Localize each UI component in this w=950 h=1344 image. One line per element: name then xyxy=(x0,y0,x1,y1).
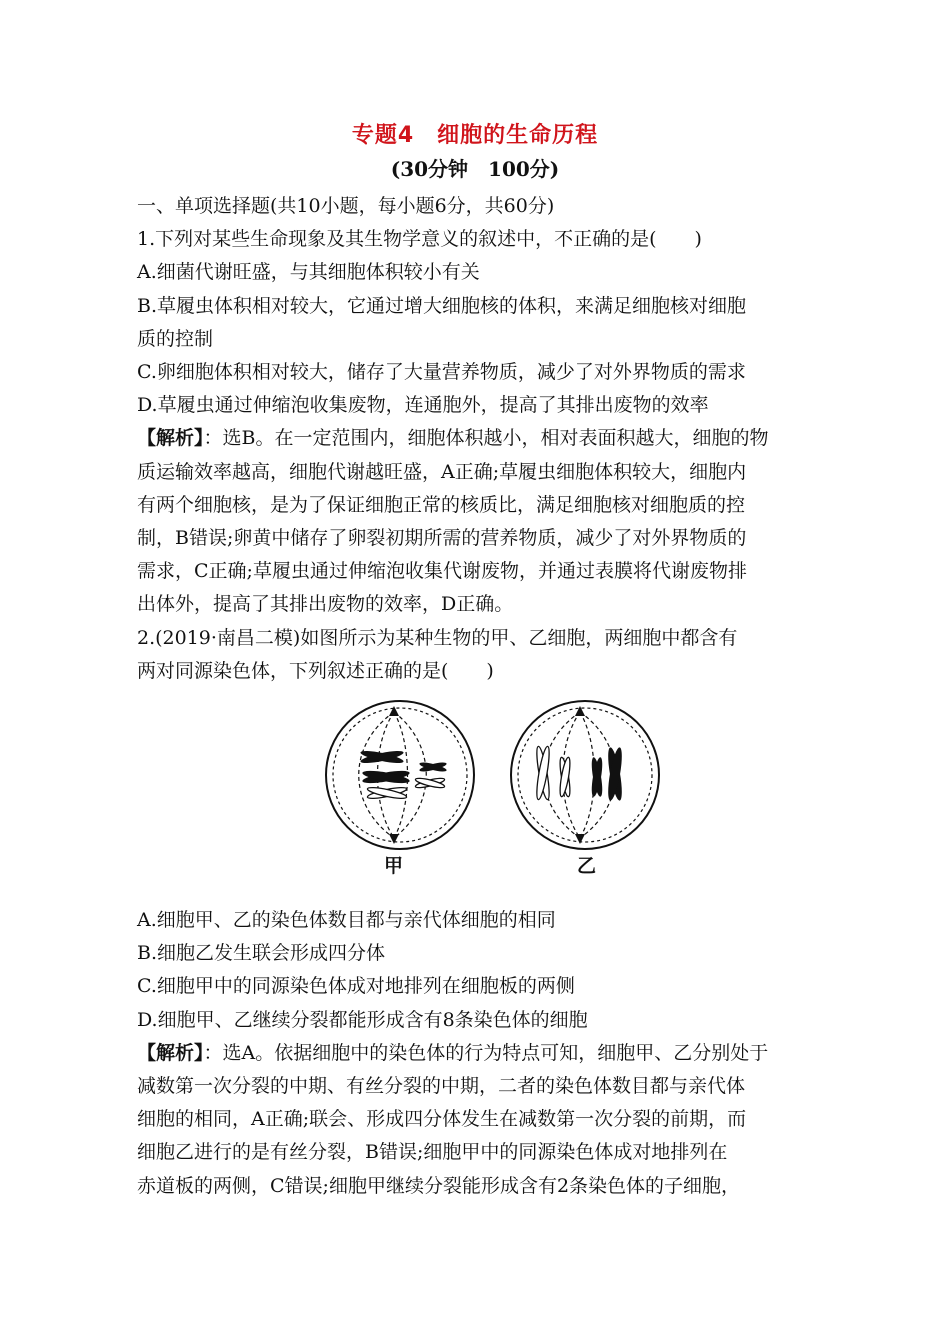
q2-stem-line1: 2.(2019·南昌二模)如图所示为某种生物的甲、乙细胞，两细胞中都含有 xyxy=(137,626,738,649)
q1-option-b-line2: 质的控制 xyxy=(137,327,214,350)
q2-option-d: D.细胞甲、乙继续分裂都能形成含有8条染色体的细胞 xyxy=(137,1008,588,1031)
q1-stem: 1.下列对某些生命现象及其生物学意义的叙述中，不正确的是( ) xyxy=(137,228,702,251)
q1-analysis-line2: 质运输效率越高，细胞代谢越旺盛，A正确;草履虫细胞体积较大，细胞内 xyxy=(137,460,747,483)
q2-option-b: B.细胞乙发生联会形成四分体 xyxy=(137,942,386,965)
q2-option-a: A.细胞甲、乙的染色体数目都与亲代体细胞的相同 xyxy=(137,909,556,932)
analysis-tag: 【解析】 xyxy=(137,1041,204,1064)
q2-analysis-line1: ：选A。依据细胞中的染色体的行为特点可知，细胞甲、乙分别处于 xyxy=(203,1041,769,1064)
q1-option-a: A.细菌代谢旺盛，与其细胞体积较小有关 xyxy=(137,261,480,284)
q2-analysis-line5: 赤道板的两侧，C错误;细胞甲继续分裂能形成含有2条染色体的子细胞， xyxy=(137,1174,741,1197)
q1-analysis-line5: 需求，C正确;草履虫通过伸缩泡收集代谢废物，并通过表膜将代谢废物排 xyxy=(137,560,747,583)
q1-option-c: C.卵细胞体积相对较大，储存了大量营养物质，减少了对外界物质的需求 xyxy=(137,361,746,384)
section-heading: 一、单项选择题(共10小题，每小题6分，共60分) xyxy=(137,195,555,217)
q2-analysis-line3: 细胞的相同，A正确;联会、形成四分体发生在减数第一次分裂的前期，而 xyxy=(137,1108,747,1131)
q1-analysis-line4: 制，B错误;卵黄中储存了卵裂初期所需的营养物质，减少了对外界物质的 xyxy=(137,527,747,550)
q2-stem-line2: 两对同源染色体，下列叙述正确的是( ) xyxy=(137,659,494,682)
q2-analysis xyxy=(137,1037,837,1070)
cell-figure xyxy=(137,700,837,900)
cell-yi xyxy=(511,701,659,849)
q1-analysis-line6: 出体外，提高了其排出废物的效率，D正确。 xyxy=(137,593,514,616)
page-subtitle: (30分钟 100分) xyxy=(390,157,560,181)
cell-jia xyxy=(326,701,474,849)
q1-analysis xyxy=(137,422,837,455)
analysis-tag: 【解析】 xyxy=(137,427,204,450)
q2-analysis-line4: 细胞乙进行的是有丝分裂，B错误;细胞甲中的同源染色体成对地排列在 xyxy=(137,1141,728,1164)
q1-option-d: D.草履虫通过伸缩泡收集废物，连通胞外，提高了其排出废物的效率 xyxy=(137,394,709,417)
q2-option-c: C.细胞甲中的同源染色体成对地排列在细胞板的两侧 xyxy=(137,975,575,998)
page-title: 专题4 细胞的生命历程 xyxy=(351,123,599,148)
q1-option-b-line1: B.草履虫体积相对较大，它通过增大细胞核的体积，来满足细胞核对细胞 xyxy=(137,294,747,317)
q2-analysis-line2: 减数第一次分裂的中期、有丝分裂的中期，二者的染色体数目都与亲代体 xyxy=(137,1075,746,1098)
document-body xyxy=(137,190,837,1203)
figure-label-yi: 乙 xyxy=(577,855,597,878)
figure-label-jia: 甲 xyxy=(384,855,404,878)
cell-diagram xyxy=(137,700,837,900)
q1-analysis-line3: 有两个细胞核，是为了保证细胞正常的核质比，满足细胞核对细胞质的控 xyxy=(137,493,746,516)
q1-analysis-line1: ：选B。在一定范围内，细胞体积越小，相对表面积越大，细胞的物 xyxy=(203,427,769,450)
